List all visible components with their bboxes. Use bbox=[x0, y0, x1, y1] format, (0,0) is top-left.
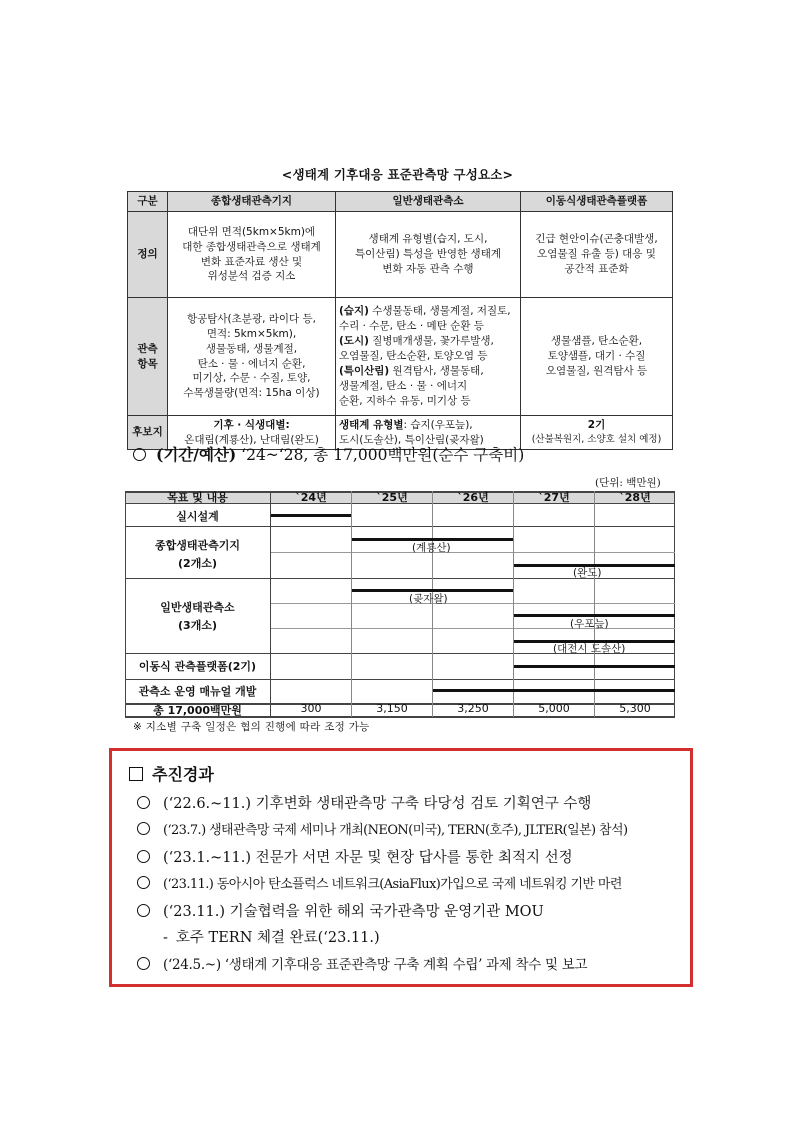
year-header: `28년 bbox=[619, 491, 651, 504]
cell-line bbox=[339, 364, 517, 379]
components-table bbox=[127, 191, 673, 450]
cell-line bbox=[339, 418, 517, 433]
progress-item-text: (‘23.11.) 동아시아 탄소플럭스 네트워크(AsiaFlux)가입으로 국제 네트워킹 기반 마련 bbox=[163, 877, 622, 892]
cell-line: 오염물질 유출 등) 대응 및 bbox=[537, 248, 656, 261]
period-budget-line bbox=[133, 443, 524, 465]
circle-bullet-icon bbox=[137, 957, 150, 970]
cell-line: 오염물질, 원격탐사 등 bbox=[545, 364, 648, 377]
cell-line bbox=[339, 319, 517, 334]
cell-line: 생물동태, 생물계절, bbox=[205, 342, 298, 355]
row-header bbox=[128, 298, 168, 416]
circle-bullet-icon bbox=[137, 796, 150, 809]
progress-item-text: (‘22.6.~11.) 기후변화 생태관측망 구축 타당성 검토 기획연구 수행 bbox=[163, 796, 592, 812]
cell-line: 공간적 표준화 bbox=[564, 262, 629, 275]
task-label-general-count: (3개소) bbox=[178, 619, 217, 632]
bar-label-gotjawal: (곶자왈) bbox=[409, 593, 448, 605]
progress-item bbox=[137, 953, 587, 973]
budget-value: 3,250 bbox=[457, 702, 489, 715]
task-label-mobile: 이동식 관측플랫폼(2기) bbox=[138, 660, 257, 673]
cell-bold: (습지) bbox=[339, 305, 369, 318]
cell-line: (산불복원지, 소양호 설치 예정) bbox=[531, 434, 662, 446]
gantt-row-divider bbox=[125, 679, 675, 680]
gantt-col-divider bbox=[513, 491, 514, 717]
bar-label-dosolsan: (대전시 도솔산) bbox=[553, 643, 626, 655]
cell-line: 생태계 유형별(습지, 도시, bbox=[368, 233, 488, 246]
column-header: 구분 bbox=[128, 192, 168, 212]
circle-bullet-icon bbox=[137, 850, 150, 863]
dash-bullet: - bbox=[163, 930, 168, 946]
unit-label: (단위: 백만원) bbox=[595, 477, 661, 489]
circle-bullet-icon bbox=[137, 876, 150, 889]
table-row-items bbox=[128, 298, 673, 416]
task-label-comprehensive: 종합생태관측기지 bbox=[154, 539, 240, 552]
gantt-subrow-divider bbox=[270, 628, 675, 629]
gantt-border-right bbox=[674, 491, 675, 717]
progress-item-text: (‘23.7.) 생태관측망 국제 세미나 개최(NEON(미국), TERN(호주), JLTER(일본) 참석) bbox=[163, 823, 628, 838]
progress-item bbox=[137, 873, 622, 892]
row-header: 후보지 bbox=[128, 416, 168, 450]
progress-item bbox=[137, 819, 627, 838]
budget-value: 300 bbox=[300, 702, 322, 715]
cell-line: 변화 표준자료 생산 및 bbox=[200, 255, 303, 268]
cell-line: 탄소 · 물 · 에너지 순환, bbox=[197, 357, 306, 370]
progress-item bbox=[137, 900, 544, 921]
cell-line: 대한 종합생태관측으로 생태계 bbox=[182, 240, 321, 253]
gantt-col-divider bbox=[351, 491, 352, 717]
cell-line: 도시(도솔산), 특이산림(곶자왈) bbox=[339, 433, 484, 446]
gantt-header-label: 목표 및 내용 bbox=[167, 491, 228, 504]
cell-line: 온대림(계룡산), 난대림(완도) bbox=[184, 433, 319, 446]
cell-line: 수목생물량(면적: 15ha 이상) bbox=[183, 387, 320, 400]
cell-line: 대단위 면적(5km×5km)에 bbox=[187, 225, 316, 238]
progress-sub-item bbox=[163, 926, 380, 947]
progress-heading-text: 추진경과 bbox=[152, 765, 214, 784]
task-label-manual: 관측소 운영 매뉴얼 개발 bbox=[138, 685, 257, 698]
total-label: 총 17,000백만원 bbox=[153, 704, 242, 717]
cell-bold: (특이산림) bbox=[339, 364, 390, 377]
cell-line bbox=[339, 304, 517, 319]
year-header: `26년 bbox=[457, 491, 489, 504]
progress-item bbox=[137, 846, 573, 867]
progress-heading bbox=[129, 762, 214, 785]
cell-line: 토양샘플, 대기 · 수질 bbox=[547, 350, 646, 363]
row-header-line: 관측 bbox=[137, 342, 158, 355]
cell-line bbox=[339, 334, 517, 349]
cell-text: 수생물동태, 생물계절, 저질토, bbox=[368, 305, 511, 318]
period-text: ‘24~‘28, 총 17,000백만원(순수 구축비) bbox=[236, 446, 525, 464]
cell-comprehensive-definition bbox=[168, 212, 336, 298]
progress-item-text: (‘23.1.~11.) 전문가 서면 자문 및 현장 답사를 통한 최적지 선정 bbox=[163, 850, 573, 866]
gantt-row-divider bbox=[125, 526, 675, 527]
cell-bold: (도시) bbox=[339, 335, 369, 348]
period-label: (기간/예산) bbox=[156, 445, 237, 464]
progress-sub-text: 호주 TERN 체결 완료(‘23.11.) bbox=[175, 930, 380, 946]
gantt-subrow-divider bbox=[270, 552, 675, 553]
row-header: 정의 bbox=[128, 212, 168, 298]
cell-bold: 생태계 유형별 bbox=[339, 418, 404, 431]
table-row-definition bbox=[128, 212, 673, 298]
year-header: `25년 bbox=[376, 491, 408, 504]
task-label-design: 실시설계 bbox=[176, 510, 219, 523]
budget-value: 3,150 bbox=[376, 702, 408, 715]
cell-line: 변화 자동 관측 수행 bbox=[382, 262, 474, 275]
schedule-note: ※ 지소별 구축 일정은 협의 진행에 따라 조정 가능 bbox=[133, 721, 370, 733]
gantt-col-divider bbox=[594, 491, 595, 717]
cell-line: 면적: 5km×5km), bbox=[206, 327, 297, 340]
task-label-general: 일반생태관측소 bbox=[160, 601, 235, 614]
gantt-col-divider bbox=[270, 491, 271, 717]
table-header-row bbox=[128, 192, 673, 212]
schedule-gantt-chart bbox=[125, 491, 675, 717]
progress-item-text: (‘24.5.~) ‘생태계 기후대응 표준관측망 구축 계획 수립’ 과제 착수 및 보고 bbox=[163, 957, 588, 973]
column-header: 이동식생태관측플랫폼 bbox=[521, 192, 673, 212]
gantt-subrow-divider bbox=[270, 603, 675, 604]
gantt-bar-manual bbox=[433, 689, 675, 692]
year-header: `27년 bbox=[538, 491, 570, 504]
column-header: 종합생태관측기지 bbox=[168, 192, 336, 212]
cell-text: 질병매개생물, 꽃가루발생, bbox=[368, 335, 494, 348]
cell-line: 특이산림) 특성을 반영한 생태계 bbox=[355, 248, 501, 261]
cell-text: 원격탐사, 생물동태, bbox=[389, 364, 484, 377]
cell-line bbox=[339, 379, 517, 394]
cell-line: 생물샘플, 탄소순환, bbox=[550, 335, 643, 348]
circle-bullet-icon bbox=[137, 904, 150, 917]
cell-line: 2기 bbox=[587, 419, 606, 432]
cell-text: 수리 · 수문, 탄소 · 메탄 순환 등 bbox=[339, 320, 484, 333]
cell-text: 생물계절, 탄소 · 물 · 에너지 bbox=[339, 379, 468, 392]
square-bullet-icon bbox=[129, 767, 143, 781]
cell-general-definition bbox=[336, 212, 521, 298]
cell-line: 위성분석 검증 지소 bbox=[207, 270, 296, 283]
cell-mobile-items bbox=[521, 298, 673, 416]
budget-value: 5,000 bbox=[538, 702, 570, 715]
cell-line: 항공탐사(초분광, 라이다 등, bbox=[186, 312, 317, 325]
progress-item bbox=[137, 792, 591, 813]
cell-comprehensive-items bbox=[168, 298, 336, 416]
cell-line: 기후 · 식생대별: bbox=[213, 418, 290, 431]
circle-bullet-icon bbox=[137, 822, 150, 835]
cell-mobile-candidates bbox=[521, 416, 673, 450]
gantt-bar-design bbox=[271, 514, 351, 517]
table-title: <생태계 기후대응 표준관측망 구성요소> bbox=[281, 167, 514, 182]
cell-line bbox=[339, 394, 517, 409]
bar-label-wando: (완도) bbox=[573, 567, 602, 579]
task-label-comprehensive-count: (2개소) bbox=[178, 557, 217, 570]
circle-bullet-icon bbox=[133, 448, 146, 461]
cell-line: 미기상, 수문 · 수질, 토양, bbox=[192, 372, 311, 385]
progress-item-text: (‘23.11.) 기술협력을 위한 해외 국가관측망 운영기관 MOU bbox=[163, 904, 544, 920]
gantt-bar-mobile bbox=[514, 665, 675, 668]
bar-label-upo: (우포늪) bbox=[570, 618, 609, 630]
year-header: `24년 bbox=[295, 491, 327, 504]
row-header-line: 항목 bbox=[137, 357, 158, 370]
cell-general-items bbox=[336, 298, 521, 416]
progress-box bbox=[109, 748, 693, 987]
budget-value: 5,300 bbox=[619, 702, 651, 715]
cell-line bbox=[339, 349, 517, 364]
cell-text: 순환, 지하수 유동, 미기상 등 bbox=[339, 394, 471, 407]
cell-line: 긴급 현안이슈(곤충대발생, bbox=[535, 233, 658, 246]
bar-label-gyeryongsan: (계룡산) bbox=[412, 542, 451, 554]
column-header: 일반생태관측소 bbox=[336, 192, 521, 212]
cell-text: 오염물질, 탄소순환, 토양오염 등 bbox=[339, 350, 488, 363]
cell-mobile-definition bbox=[521, 212, 673, 298]
cell-text: : 습지(우포늪), bbox=[403, 418, 473, 431]
